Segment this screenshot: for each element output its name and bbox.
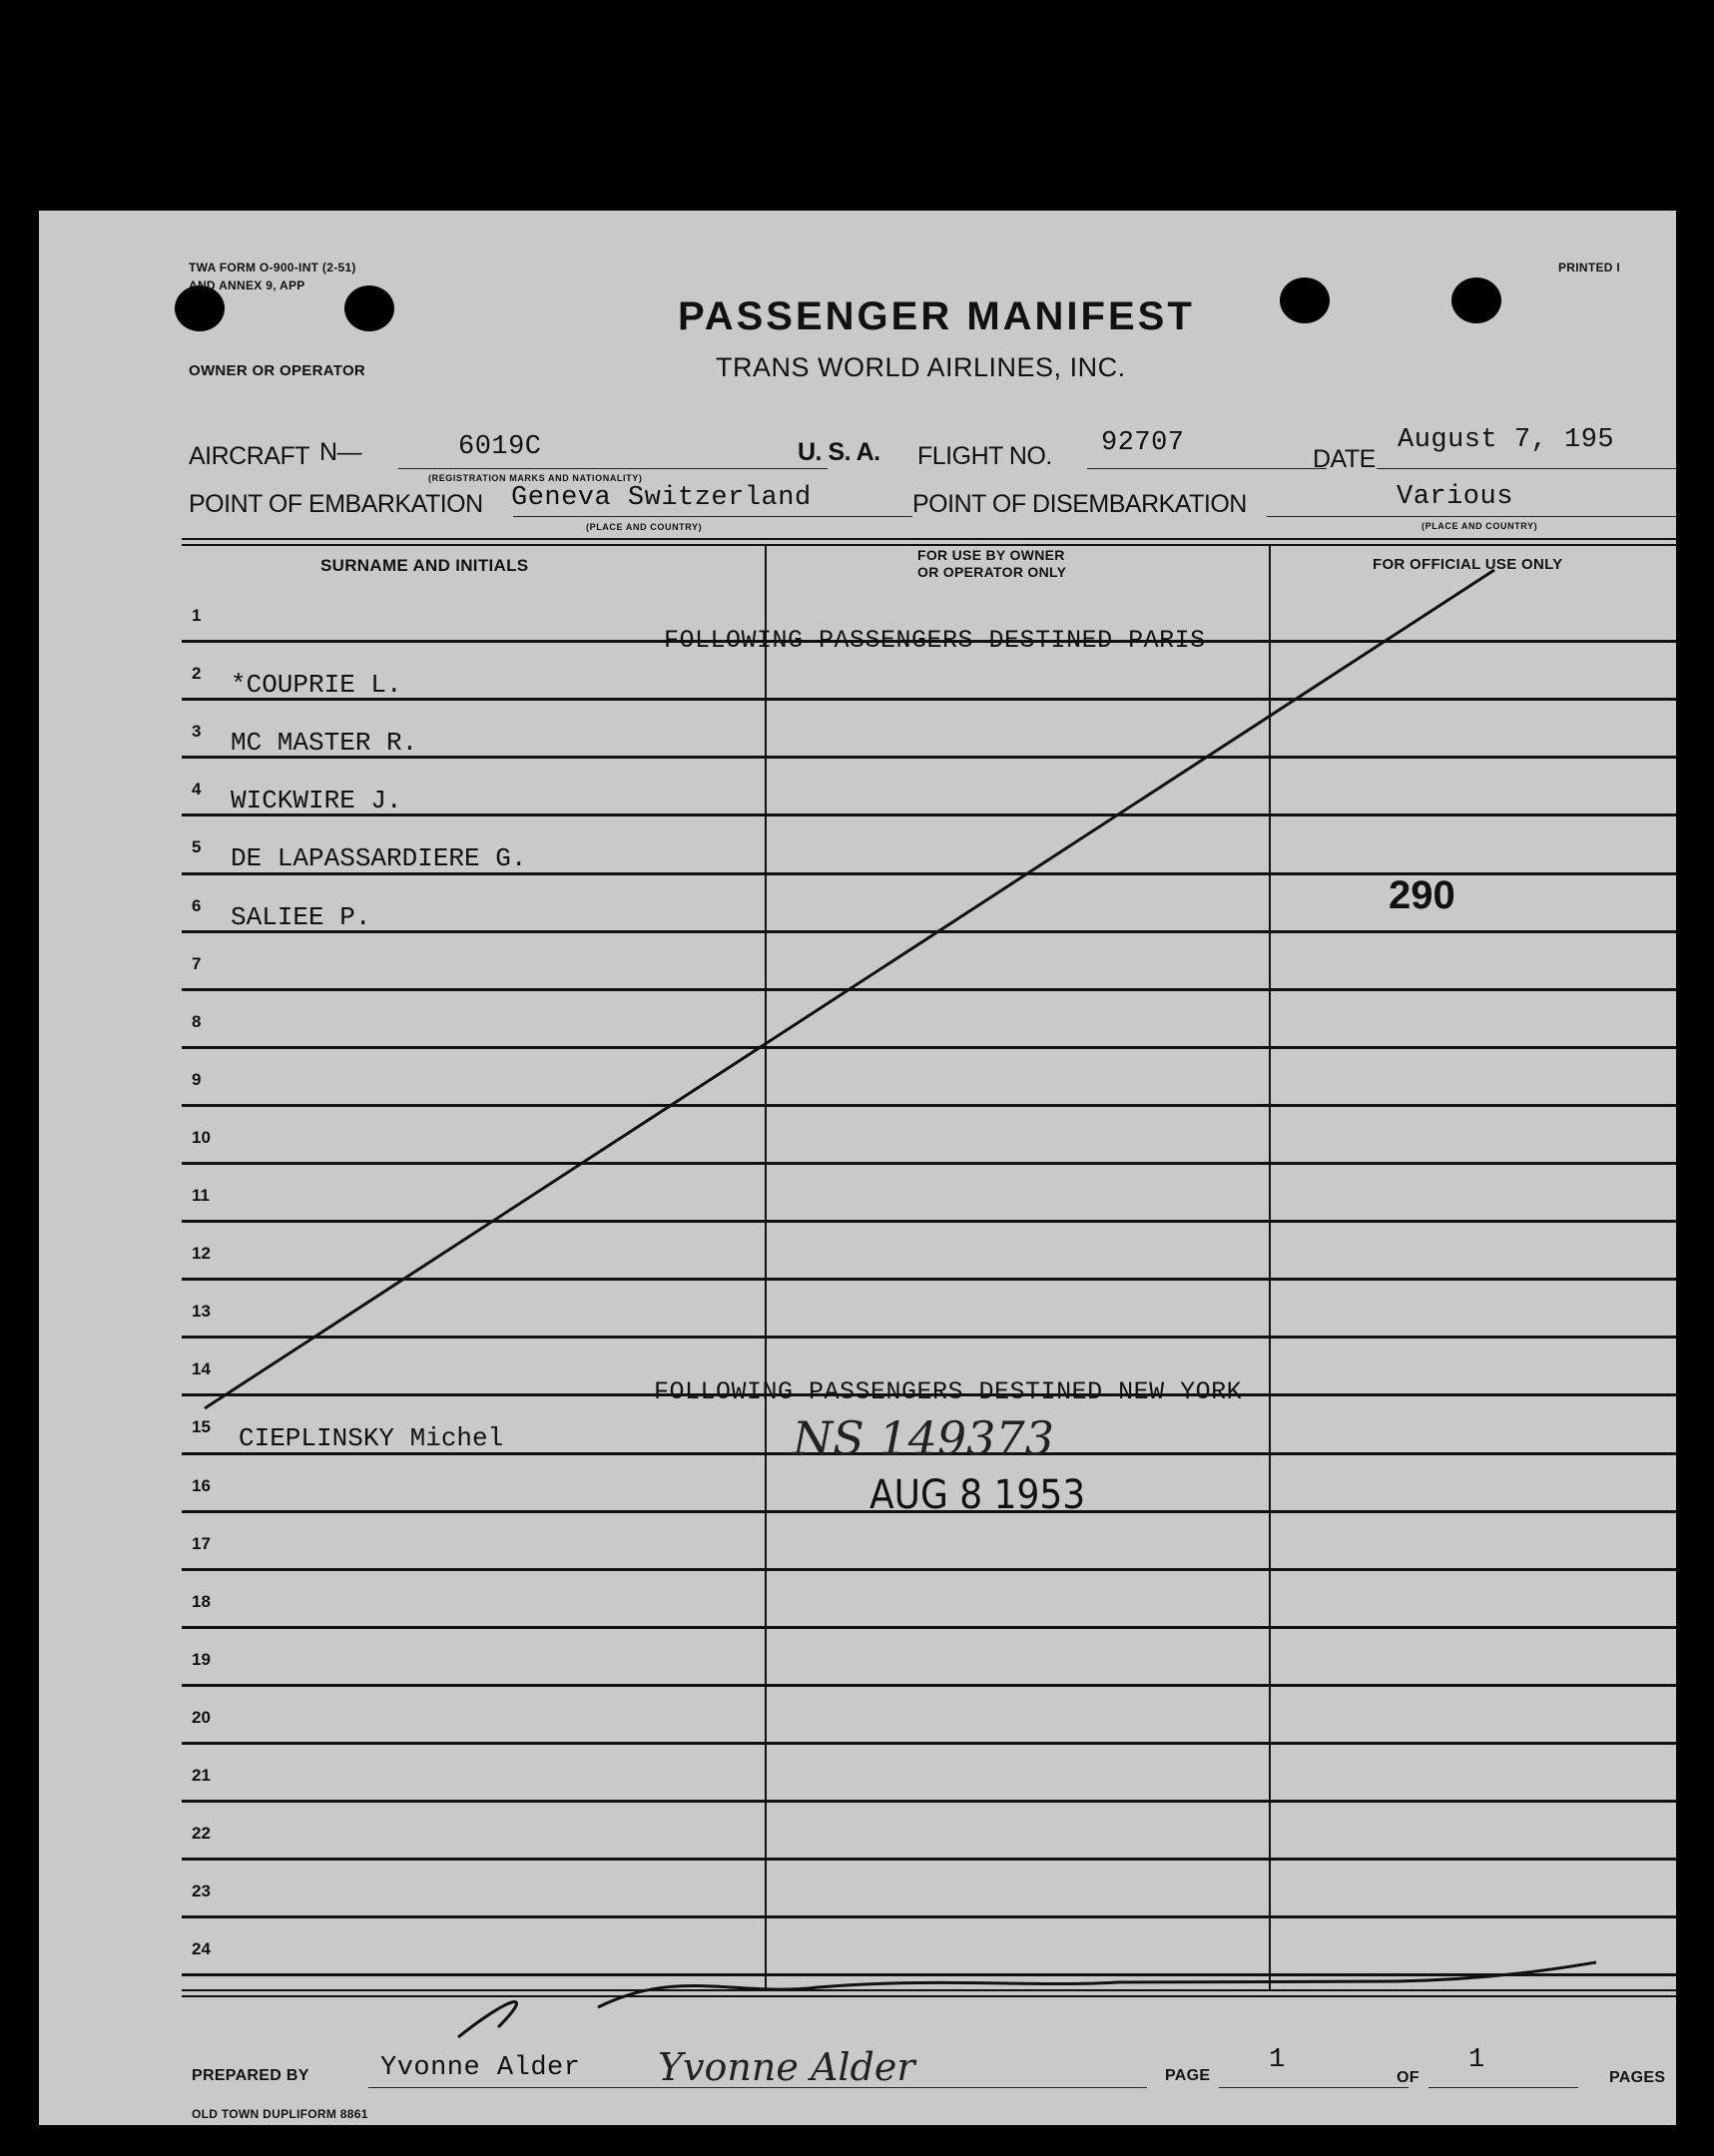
row-number: 20 <box>192 1707 211 1727</box>
col-owner-use-2: OR OPERATOR ONLY <box>917 564 1067 580</box>
disembarkation-value: Various <box>1397 482 1513 512</box>
flight-number: 92707 <box>1101 428 1185 458</box>
pages-label: PAGES <box>1609 2069 1666 2086</box>
passenger-name: MC MASTER R. <box>231 728 418 759</box>
cancel-line <box>39 211 1676 2125</box>
row-number: 14 <box>192 1359 211 1379</box>
col-owner-use-1: FOR USE BY OWNER <box>917 547 1065 563</box>
prepared-by-value: Yvonne Alder <box>380 2053 581 2083</box>
prepared-by-label: PREPARED BY <box>192 2067 309 2084</box>
row-number: 16 <box>192 1475 211 1495</box>
official-code: 290 <box>1389 873 1455 917</box>
embarkation-caption: (PLACE AND COUNTRY) <box>586 522 703 532</box>
registration-caption: (REGISTRATION MARKS AND NATIONALITY) <box>428 473 643 483</box>
flight-label: FLIGHT NO. <box>917 442 1052 470</box>
form-number: TWA FORM O-900-INT (2-51) <box>189 261 356 274</box>
note-new-york: FOLLOWING PASSENGERS DESTINED NEW YORK <box>654 1377 1243 1406</box>
page-value: 1 <box>1269 2045 1286 2075</box>
row-number: 10 <box>192 1127 211 1147</box>
row-number: 23 <box>192 1882 211 1901</box>
owner-operator-label: OWNER OR OPERATOR <box>189 362 366 379</box>
passenger-name: DE LAPASSARDIERE G. <box>231 843 527 874</box>
aircraft-prefix: N— <box>319 438 362 466</box>
row-number: 12 <box>192 1244 211 1264</box>
row-number: 13 <box>192 1302 211 1322</box>
col-official: FOR OFFICIAL USE ONLY <box>1373 556 1563 573</box>
page-label: PAGE <box>1165 2067 1211 2084</box>
row-number: 3 <box>192 722 202 742</box>
disembarkation-label: POINT OF DISEMBARKATION <box>912 490 1247 518</box>
row-number: 21 <box>192 1766 211 1785</box>
embarkation-value: Geneva Switzerland <box>511 483 812 513</box>
row-number: 1 <box>192 606 202 625</box>
row-number: 2 <box>192 664 202 684</box>
passenger-name: *COUPRIE L. <box>231 670 402 701</box>
row-number: 22 <box>192 1824 211 1844</box>
ns-number-stamp: NS 149373 <box>793 1411 1054 1465</box>
passenger-name: CIEPLINSKY Michel <box>239 1423 504 1454</box>
aircraft-registration: 6019C <box>458 432 542 462</box>
date-stamp: AUG 8 1953 <box>869 1472 1086 1518</box>
of-label: OF <box>1397 2069 1420 2086</box>
row-number: 8 <box>192 1011 202 1031</box>
form-annex: AND ANNEX 9, APP <box>189 278 305 292</box>
date-label: DATE <box>1313 445 1376 473</box>
row-number: 5 <box>192 837 202 857</box>
row-number: 7 <box>192 953 202 973</box>
nationality: U. S. A. <box>798 438 880 466</box>
embarkation-label: POINT OF EMBARKATION <box>189 490 483 518</box>
company-name: TRANS WORLD AIRLINES, INC. <box>716 352 1126 382</box>
date-value: August 7, 195 <box>1398 425 1615 455</box>
printed-note: PRINTED I <box>1558 261 1621 274</box>
row-number: 17 <box>192 1533 211 1553</box>
row-number: 11 <box>192 1186 210 1205</box>
signature: Yvonne Alder <box>658 2045 915 2089</box>
row-number: 6 <box>192 895 202 915</box>
page-title: PASSENGER MANIFEST <box>678 294 1195 338</box>
footer-form-note: OLD TOWN DUPLIFORM 8861 <box>192 2107 368 2121</box>
passenger-name: SALIEE P. <box>231 901 371 932</box>
row-number: 19 <box>192 1649 211 1669</box>
row-number: 4 <box>192 780 202 800</box>
row-number: 9 <box>192 1069 202 1089</box>
row-number: 18 <box>192 1591 211 1611</box>
aircraft-label: AIRCRAFT <box>189 442 309 470</box>
row-number: 24 <box>192 1939 211 1959</box>
note-paris: FOLLOWING PASSENGERS DESTINED PARIS <box>664 626 1206 655</box>
row-number: 15 <box>192 1417 211 1437</box>
manifest-sheet <box>39 211 1676 2125</box>
col-surname: SURNAME AND INITIALS <box>320 556 529 575</box>
passenger-name: WICKWIRE J. <box>231 786 402 816</box>
disembarkation-caption: (PLACE AND COUNTRY) <box>1422 521 1538 531</box>
of-value: 1 <box>1468 2045 1485 2075</box>
